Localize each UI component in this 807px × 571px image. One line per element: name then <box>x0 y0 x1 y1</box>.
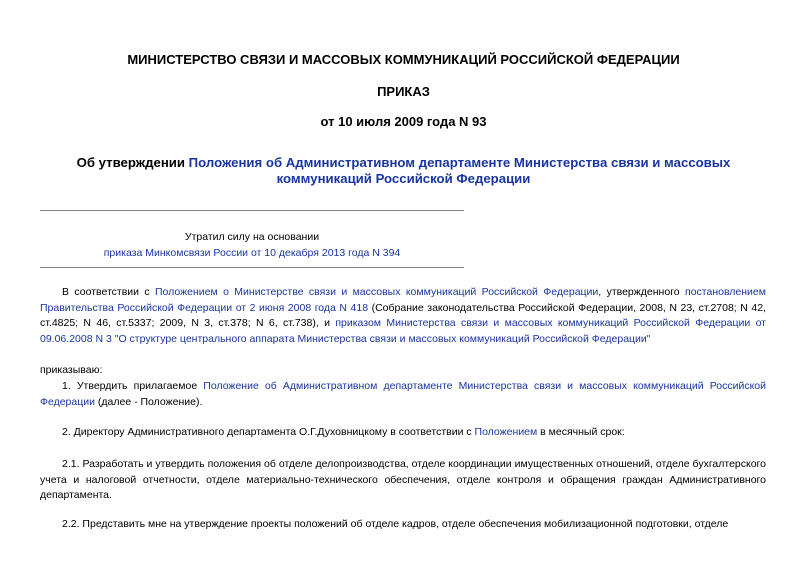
ministry-regulation-link[interactable]: Положением о Министерстве связи и массовых коммуникаций Российской Федерации <box>155 286 599 298</box>
structure-order-link[interactable]: приказом Министерства связи и массовых коммуникаций Российской Федерации от 09.06.2008 N 3 "О структуре центрального аппарата Министерства связи и массовых коммуникаций Российской Федерации" <box>40 317 766 345</box>
regulation-short-link[interactable]: Положением <box>474 426 538 438</box>
item-1-paragraph <box>40 379 766 410</box>
bottom-divider <box>40 267 464 268</box>
document-date-number: от 10 июля 2009 года N 93 <box>320 114 487 129</box>
government-resolution-link[interactable]: постановлением Правительства Российской Федерации от 2 июня 2008 года N 418 <box>40 286 766 314</box>
item-2-1-paragraph: 2.1. Разработать и утвердить положения об отделе делопроизводства, отделе координации имущественных отношений, отделе бухгалтерского учета и налоговой отчетности, отделе материально-технического обеспечения, отделе контроля и обращения граждан Административного департамента. <box>40 458 766 502</box>
cancellation-order-wrap <box>40 245 464 261</box>
title-prefix: Об утверждении <box>76 155 189 170</box>
document-title <box>60 155 747 187</box>
preamble-text-1: В соответствии с <box>62 286 155 298</box>
item-1-text-1: 1. Утвердить прилагаемое <box>62 380 204 392</box>
item-1-text-2: (далее - Положение). <box>94 395 203 408</box>
preamble-paragraph <box>40 285 766 347</box>
preamble-text-2: , утвержденного <box>598 286 686 298</box>
cancellation-order-link[interactable]: приказа Минкомсвязи России от 10 декабря 2013 года N 394 <box>103 247 401 259</box>
item-2-2-paragraph: 2.2. Представить мне на утверждение проекты положений об отделе кадров, отделе обеспечения мобилизационной подготовки, отделе <box>62 518 729 530</box>
item-2-text-1: 2. Директору Административного департамента О.Г.Духовницкому в соответствии с <box>62 426 475 438</box>
department-regulation-link[interactable]: Положение об Административном департаменте Министерства связи и массовых коммуникаций Российской Федерации <box>40 380 766 408</box>
orders-label: приказываю: <box>40 364 103 376</box>
title-regulation-link[interactable]: Положения об Административном департаменте Министерства связи и массовых коммуникаций Российской Федерации <box>188 155 731 186</box>
item-2-paragraph <box>40 425 766 441</box>
top-divider <box>40 210 464 211</box>
ministry-heading: МИНИСТЕРСТВО СВЯЗИ И МАССОВЫХ КОММУНИКАЦИЙ РОССИЙСКОЙ ФЕДЕРАЦИИ <box>127 52 680 67</box>
preamble-text-3: (Собрание законодательства Российской Федерации, 2008, N 23, ст.2708; N 42, ст.4825; N 46, ст.5337; 2009, N 3, ст.378; N 6, ст.738), и <box>40 301 766 330</box>
cancellation-note: Утратил силу на основании <box>184 231 320 243</box>
item-2-text-2: в месячный срок: <box>537 426 625 438</box>
document-type: ПРИКАЗ <box>377 84 430 99</box>
